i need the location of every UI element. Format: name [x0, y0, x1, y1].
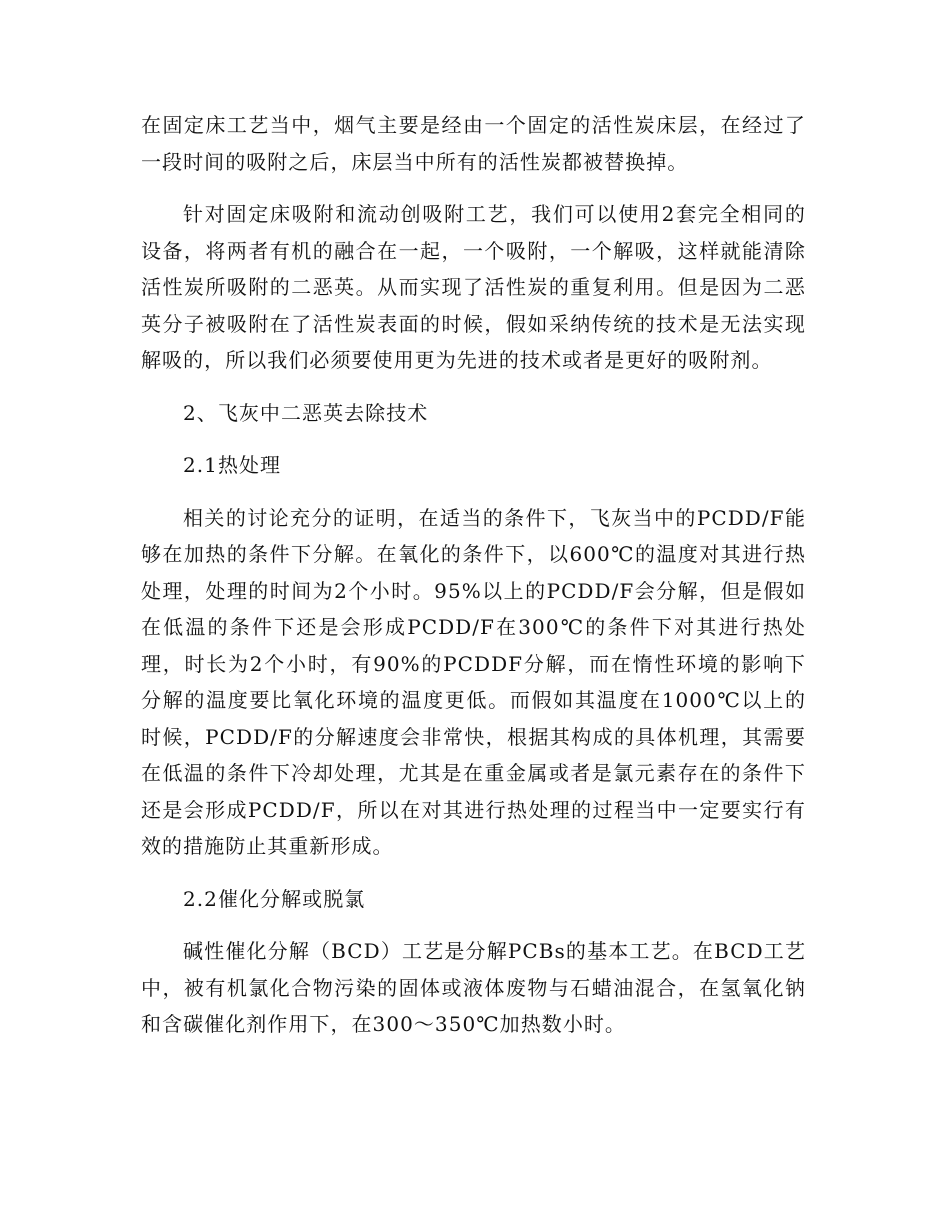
paragraph-adsorption-desorption: 针对固定床吸附和流动创吸附工艺，我们可以使用2套完全相同的设备，将两者有机的融合在一起，一个吸附，一个解吸，这样就能清除活性炭所吸附的二恶英。从而实现了活性炭的重复利用。但是因为二恶英分子被吸附在了活性炭表面的时候，假如采纳传统的技术是无法实现解吸的，所以我们必须要使用更为先进的技术或者是更好的吸附剂。: [141, 202, 806, 372]
section-heading-fly-ash-removal: 2、飞灰中二恶英去除技术: [183, 400, 429, 425]
paragraph-heat-treatment: 相关的讨论充分的证明，在适当的条件下，飞灰当中的PCDD/F能够在加热的条件下分解。在氧化的条件下，以600℃的温度对其进行热处理，处理的时间为2个小时。95%以上的PCDD/F会分解，但是假如在低温的条件下还是会形成PCDD/F在300℃的条件下对其进行热处理，时长为2个小时，有90%的PCDDF分解，而在惰性环境的影响下分解的温度要比氧化环境的温度更低。而假如其温度在1000℃以上的时候，PCDD/F的分解速度会非常快，根据其构成的具体机理，其需要在低温的条件下冷却处理，尤其是在重金属或者是氯元素存在的条件下还是会形成PCDD/F，所以在对其进行热处理的过程当中一定要实行有效的措施防止其重新形成。: [141, 505, 806, 858]
subsection-heading-heat-treatment: 2.1热处理: [183, 453, 282, 477]
subsection-heading-catalytic-decomposition: 2.2催化分解或脱氯: [183, 886, 366, 911]
document-body: [141, 107, 806, 1059]
paragraph-bcd-process: 碱性催化分解（BCD）工艺是分解PCBs的基本工艺。在BCD工艺中，被有机氯化合物污染的固体或液体废物与石蜡油混合，在氢氧化钠和含碳催化剂作用下，在300～350℃加热数小时。: [141, 939, 806, 1036]
paragraph-fixed-bed-process: 在固定床工艺当中，烟气主要是经由一个固定的活性炭床层，在经过了一段时间的吸附之后，床层当中所有的活性炭都被替换掉。: [141, 113, 806, 174]
